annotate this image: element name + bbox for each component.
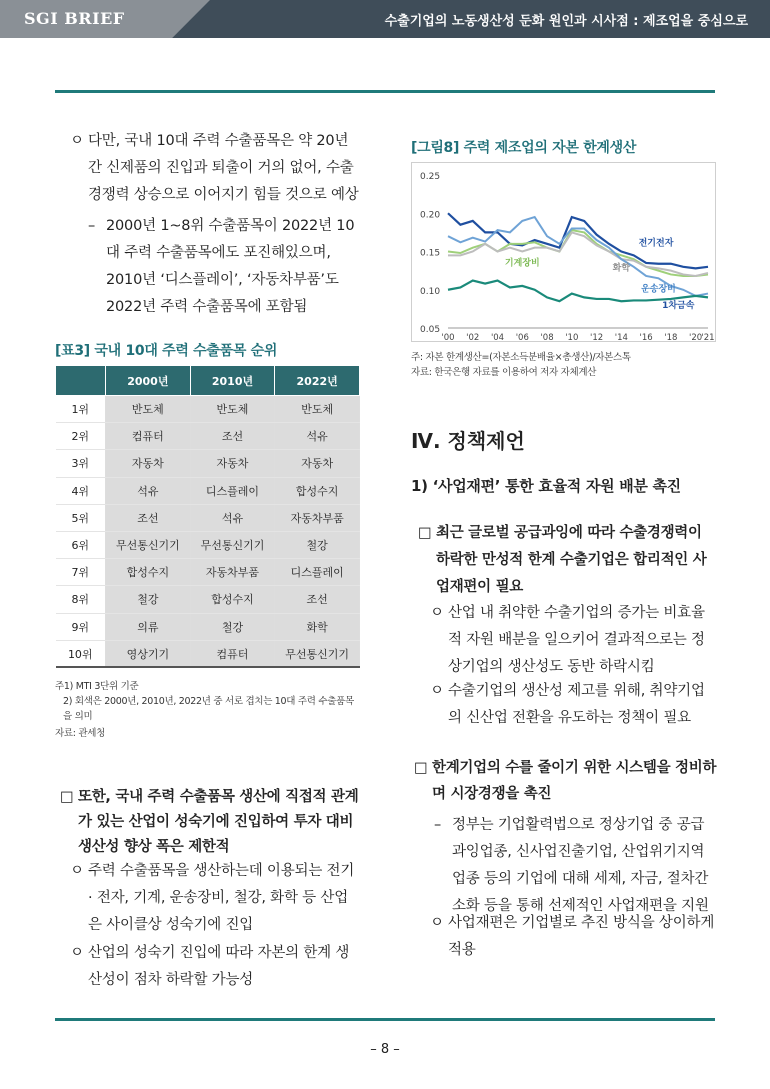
right-box-bullet-1: [418, 520, 718, 601]
y-tick-label: 0.20: [420, 210, 441, 221]
item-cell: 컴퓨터: [190, 640, 275, 667]
series-label: 화학: [612, 263, 631, 274]
rank-cell: 2위: [56, 423, 106, 450]
rank-cell: 1위: [56, 396, 106, 423]
dash-text: 2000년 1~8위 수출품목이 2022년 10대 주력 수출품목에도 포진해있으며, 2010년 ‘디스플레이’, ‘자동차부품’도 2022년 주력 수출품목에 포함됨: [106, 218, 355, 315]
right-bullet-3: [430, 910, 718, 964]
series-line-기계장비: [448, 230, 708, 276]
left-box-bullet: [60, 785, 360, 860]
table-header-cell: [56, 366, 106, 396]
item-cell: 석유: [275, 423, 360, 450]
item-cell: 화학: [275, 613, 360, 640]
table-row: [56, 613, 360, 640]
x-tick-label: '21: [701, 333, 715, 343]
item-cell: 자동차부품: [190, 559, 275, 586]
x-tick-label: '16: [639, 333, 653, 343]
x-tick-label: '20: [689, 333, 703, 343]
bullet-text: 주력 수출품목을 생산하는데 이용되는 전기 · 전자, 기계, 운송장비, 철강, 화학 등 산업은 사이클상 성숙기에 진입: [88, 863, 355, 933]
left-bullet-1: [70, 128, 360, 209]
figure-source: 자료: 한국은행 자료를 이용하여 저자 자체계산: [411, 367, 597, 378]
item-cell: 합성수지: [106, 559, 191, 586]
brand-label: SGI BRIEF: [24, 9, 125, 28]
item-cell: 반도체: [106, 396, 191, 423]
box-text: 또한, 국내 주력 수출품목 생산에 직접적 관계가 있는 산업이 성숙기에 진입하여 투자 대비 생산성 향상 폭은 제한적: [78, 789, 359, 855]
left-bullet-3: [70, 940, 360, 994]
left-bullet-2: [70, 858, 360, 939]
x-tick-label: '14: [614, 333, 628, 343]
right-bullet-2: [430, 678, 718, 732]
x-tick-label: '04: [490, 333, 505, 343]
dash-text: 정부는 기업활력법으로 정상기업 중 공급과잉업종, 신사업진출기업, 산업위기지역업종 등의 기업에 대해 세제, 자금, 절차간소화 등을 통해 선제적인 사업재편을 지원: [452, 817, 709, 914]
figure-title: [그림8] 주력 제조업의 자본 한계생산: [411, 140, 637, 156]
page-number: – 8 –: [370, 1042, 400, 1057]
box-mark: □: [414, 760, 428, 776]
y-tick-label: 0.15: [420, 248, 441, 259]
item-cell: 조선: [106, 504, 191, 531]
rank-cell: 7위: [56, 559, 106, 586]
x-tick-label: '08: [540, 333, 554, 343]
box-text: 최근 글로벌 공급과잉에 따라 수출경쟁력이 하락한 만성적 한계 수출기업은 합리적인 사업재편이 필요: [436, 525, 707, 595]
table-row: [56, 396, 360, 423]
left-dash-1: [88, 213, 360, 321]
table-note-1: 주1) MTI 3단위 기준: [55, 681, 139, 692]
document-title: 수출기업의 노동생산성 둔화 원인과 시사점 : 제조업을 중심으로: [384, 14, 748, 29]
item-cell: 무선통신기기: [106, 531, 191, 558]
item-cell: 합성수지: [275, 477, 360, 504]
item-cell: 컴퓨터: [106, 423, 191, 450]
bullet-mark: ㅇ: [430, 605, 444, 621]
item-cell: 의류: [106, 613, 191, 640]
table-title: [표3] 국내 10대 주력 수출품목 순위: [55, 343, 278, 359]
item-cell: 영상기기: [106, 640, 191, 667]
box-mark: □: [418, 525, 432, 541]
table-row: [56, 531, 360, 558]
export-rank-table: [55, 365, 360, 668]
item-cell: 자동차: [190, 450, 275, 477]
page-header: [0, 0, 770, 38]
x-tick-label: '18: [664, 333, 678, 343]
section-heading: Ⅳ. 정책제언: [411, 429, 525, 453]
right-box-bullet-2: [414, 755, 718, 807]
item-cell: 반도체: [275, 396, 360, 423]
series-label: 기계장비: [504, 258, 540, 269]
table-row: [56, 477, 360, 504]
bullet-mark: ㅇ: [70, 945, 84, 961]
table-header-row: [56, 366, 360, 396]
table-note-2: 2) 회색은 2000년, 2010년, 2022년 중 서로 겹치는 10대 주력 수출품목을 의미: [63, 696, 354, 722]
item-cell: 합성수지: [190, 586, 275, 613]
table-row: [56, 559, 360, 586]
bullet-text: 사업재편은 기업별로 추진 방식을 상이하게 적용: [448, 915, 715, 958]
rank-cell: 5위: [56, 504, 106, 531]
series-label: 1차금속: [662, 301, 695, 312]
bullet-mark: ㅇ: [70, 863, 84, 879]
bullet-mark: ㅇ: [70, 133, 84, 149]
item-cell: 자동차: [275, 450, 360, 477]
x-tick-label: '10: [565, 333, 579, 343]
table-row: [56, 423, 360, 450]
chart-frame: [411, 162, 716, 342]
table-note-source: 자료: 관세청: [55, 728, 106, 739]
box-text: 한계기업의 수를 줄이기 위한 시스템을 정비하며 시장경쟁을 촉진: [432, 760, 717, 802]
right-bullet-1: [430, 600, 718, 681]
item-cell: 철강: [106, 586, 191, 613]
rank-cell: 6위: [56, 531, 106, 558]
table-row: [56, 640, 360, 667]
item-cell: 철강: [275, 531, 360, 558]
y-tick-label: 0.10: [420, 286, 441, 297]
series-label: 운송장비: [641, 284, 676, 295]
item-cell: 디스플레이: [190, 477, 275, 504]
item-cell: 조선: [190, 423, 275, 450]
y-tick-label: 0.05: [420, 325, 441, 335]
box-mark: □: [60, 789, 74, 805]
item-cell: 조선: [275, 586, 360, 613]
series-label: 전기전자: [638, 238, 674, 249]
y-tick-label: 0.25: [420, 172, 441, 182]
subsection-heading: 1) ‘사업재편’ 통한 효율적 자원 배분 촉진: [411, 477, 681, 495]
bullet-mark: ㅇ: [430, 683, 444, 699]
rank-cell: 3위: [56, 450, 106, 477]
rank-cell: 10위: [56, 640, 106, 667]
right-dash-1: [434, 812, 718, 920]
item-cell: 무선통신기기: [190, 531, 275, 558]
item-cell: 석유: [106, 477, 191, 504]
item-cell: 석유: [190, 504, 275, 531]
bullet-text: 산업 내 취약한 수출기업의 증가는 비효율적 자원 배분을 일으키어 결과적으로는 정상기업의 생산성도 동반 하락시킴: [448, 605, 705, 675]
x-tick-label: '06: [515, 333, 529, 343]
item-cell: 무선통신기기: [275, 640, 360, 667]
table-header-cell: 2000년: [106, 366, 191, 396]
bullet-text: 산업의 성숙기 진입에 따라 자본의 한계 생산성이 점차 하락할 가능성: [88, 945, 350, 988]
item-cell: 반도체: [190, 396, 275, 423]
bullet-text: 수출기업의 생산성 제고를 위해, 취약기업의 신산업 전환을 유도하는 정책이 필요: [448, 683, 705, 726]
table-header-cell: 2022년: [275, 366, 360, 396]
dash-mark: –: [88, 218, 96, 234]
figure-note: 주: 자본 한계생산=(자본소득분배율×총생산)/자본스톡: [411, 352, 631, 363]
item-cell: 디스플레이: [275, 559, 360, 586]
rank-cell: 9위: [56, 613, 106, 640]
capital-mpk-chart: [412, 163, 717, 343]
bottom-rule: [55, 1018, 715, 1021]
bullet-mark: ㅇ: [430, 915, 444, 931]
table-row: [56, 450, 360, 477]
top-rule: [55, 90, 715, 93]
rank-cell: 4위: [56, 477, 106, 504]
item-cell: 자동차부품: [275, 504, 360, 531]
table-header-cell: 2010년: [190, 366, 275, 396]
table-row: [56, 586, 360, 613]
rank-cell: 8위: [56, 586, 106, 613]
dash-mark: –: [434, 817, 442, 833]
x-tick-label: '02: [466, 333, 480, 343]
item-cell: 철강: [190, 613, 275, 640]
x-tick-label: '12: [589, 333, 604, 343]
bullet-text: 다만, 국내 10대 주력 수출품목은 약 20년간 신제품의 진입과 퇴출이 거의 없어, 수출경쟁력 상승으로 이어지기 힘들 것으로 예상: [88, 133, 359, 203]
x-tick-label: '00: [441, 333, 455, 343]
item-cell: 자동차: [106, 450, 191, 477]
table-row: [56, 504, 360, 531]
